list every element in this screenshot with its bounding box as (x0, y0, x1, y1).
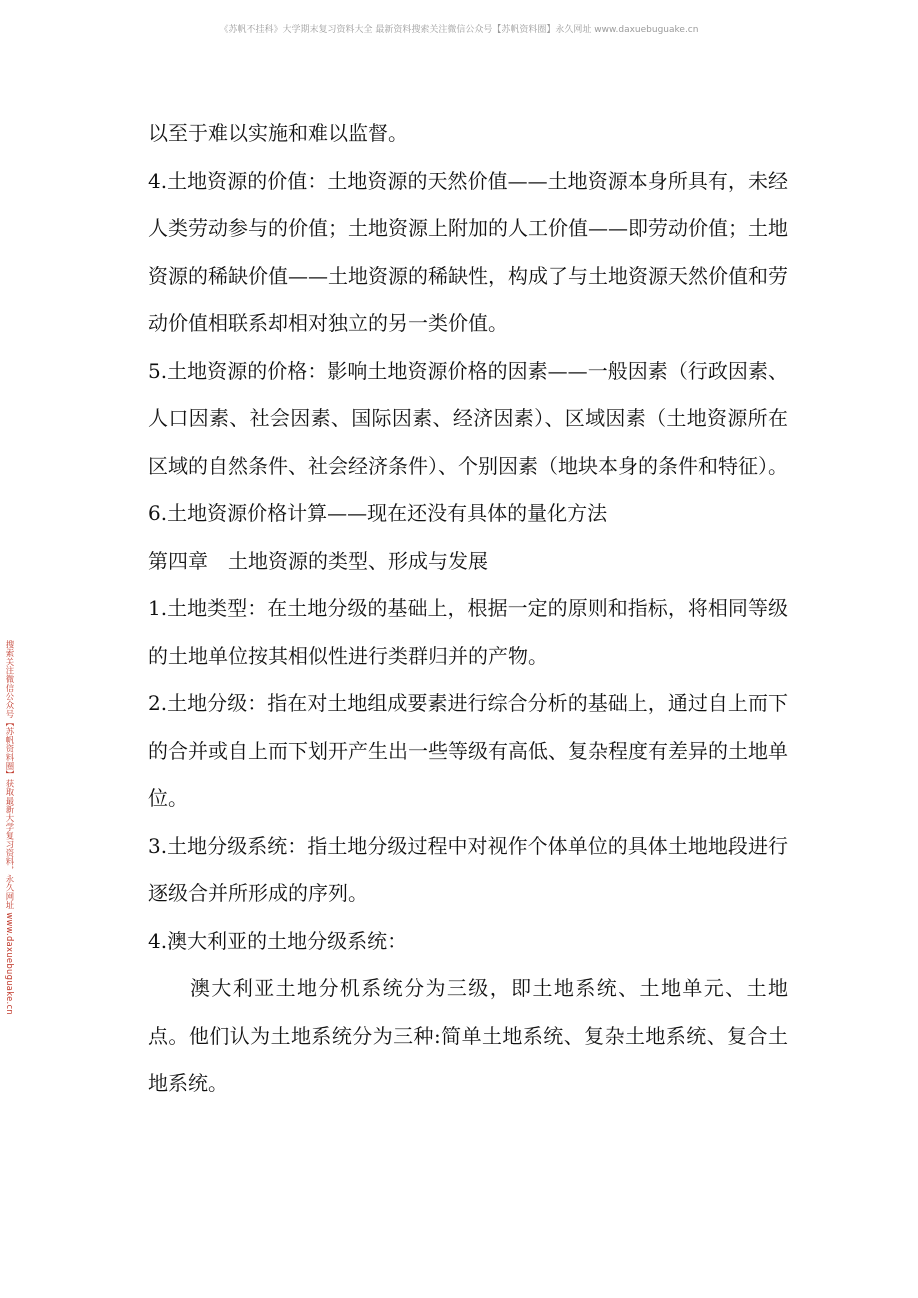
chapter-heading: 第四章 土地资源的类型、形成与发展 (148, 548, 488, 573)
paragraph-price-calculation: 6.土地资源价格计算——现在还没有具体的量化方法 (148, 501, 608, 525)
paragraph-australia-body: 澳大利亚土地分机系统分为三级，即土地系统、土地单元、土地点。他们认为土地系统分为三种:简单土地系统、复杂土地系统、复合土地系统。 (148, 976, 788, 1095)
side-watermark: 搜索关注微信公众号【苏帆资料圈】获取最新大学复习资料，永久网址 www.daxuebuguake.cn (5, 640, 15, 1016)
page-header-watermark: 《苏帆不挂科》大学期末复习资料大全 最新资料搜索关注微信公众号【苏帆资料圈】永久网址 www.daxuebuguake.cn (219, 25, 699, 35)
paragraph-land-grading: 2.土地分级：指在对土地组成要素进行综合分析的基础上，通过自上而下的合并或自上而下划开产生出一些等级有高低、复杂程度有差异的土地单位。 (148, 691, 788, 810)
paragraph-land-type: 1.土地类型：在土地分级的基础上，根据一定的原则和指标，将相同等级的土地单位按其相似性进行类群归并的产物。 (148, 596, 788, 668)
document-body (148, 110, 788, 1108)
paragraph-land-value: 4.土地资源的价值：土地资源的天然价值——土地资源本身所具有，未经人类劳动参与的价值；土地资源上附加的人工价值——即劳动价值；土地资源的稀缺价值——土地资源的稀缺性，构成了与土地资源天然价值和劳动价值相联系却相对独立的另一类价值。 (148, 168, 788, 335)
paragraph-land-price: 5.土地资源的价格：影响土地资源价格的因素——一般因素（行政因素、人口因素、社会因素、国际因素、经济因素）、区域因素（土地资源所在区域的自然条件、社会经济条件）、个别因素（地块本身的条件和特征）。 (148, 358, 788, 478)
paragraph-grading-system: 3.土地分级系统：指土地分级过程中对视作个体单位的具体土地地段进行逐级合并所形成的序列。 (148, 833, 788, 905)
paragraph-australia-heading: 4.澳大利亚的土地分级系统： (148, 928, 408, 953)
paragraph-continuation: 以至于难以实施和难以监督。 (148, 121, 408, 145)
